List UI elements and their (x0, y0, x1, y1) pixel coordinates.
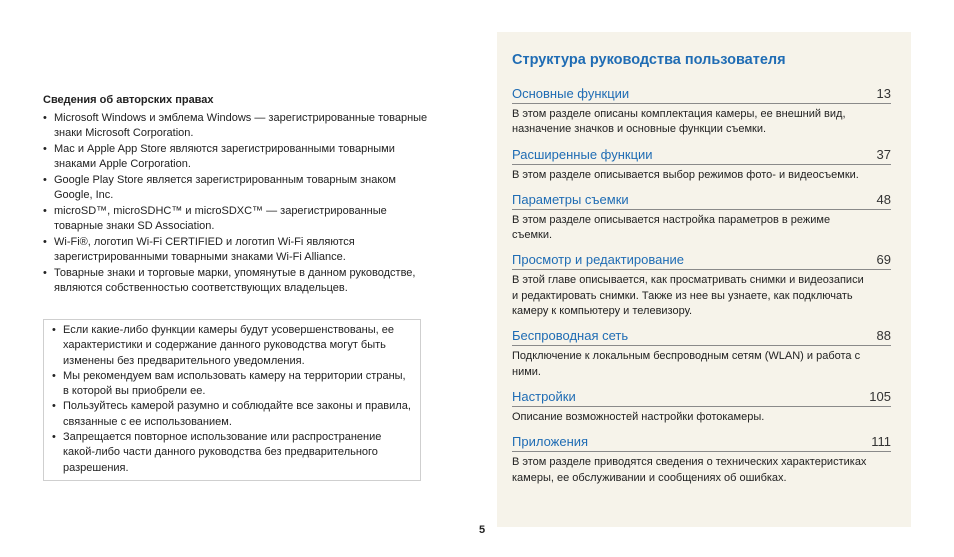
toc-entry-link[interactable]: Беспроводная сеть (512, 328, 629, 344)
toc-entry-advanced-functions[interactable] (512, 146, 891, 183)
toc-entry-playback-editing[interactable] (512, 251, 891, 319)
toc-entry-header[interactable] (512, 85, 891, 104)
toc-entry-header[interactable] (512, 327, 891, 346)
toc-title: Структура руководства пользователя (512, 52, 786, 68)
toc-entry-header[interactable] (512, 146, 891, 165)
toc-entry-description: В этой главе описывается, как просматривать снимки и видеозаписи и редактировать снимки. Также из нее вы узнаете, как подключать камеру к компьютеру и телевизору. (512, 274, 864, 318)
notes-list (52, 323, 414, 476)
toc-entry-link[interactable]: Параметры съемки (512, 191, 629, 207)
toc-entry-description: В этом разделе описывается выбор режимов фото- и видеосъемки. (512, 168, 859, 181)
copyright-heading: Сведения об авторских правах (43, 94, 214, 106)
toc-entry-header[interactable] (512, 433, 891, 452)
copyright-item: • Wi-Fi®, логотип Wi-Fi CERTIFIED и логотип Wi-Fi являются зарегистрированными товарными знаками Wi-Fi Alliance. (43, 235, 428, 266)
toc-entry-link[interactable]: Просмотр и редактирование (512, 252, 685, 268)
toc-entry-header[interactable] (512, 251, 891, 270)
toc-entry-page: 48 (876, 191, 891, 207)
toc-entry-page: 88 (876, 328, 891, 344)
toc-entry-page: 111 (871, 434, 891, 450)
table-of-contents (497, 32, 911, 527)
toc-entry-wireless-network[interactable] (512, 327, 891, 380)
toc-entry-appendix[interactable] (512, 433, 891, 486)
copyright-list (43, 111, 428, 297)
toc-entry-shooting-options[interactable] (512, 191, 891, 244)
copyright-item: • Microsoft Windows и эмблема Windows — зарегистрированные товарные знаки Microsoft Corporation. (43, 111, 428, 142)
note-item: • Запрещается повторное использование или распространение какой-либо части данного руководства без предварительного разрешения. (52, 430, 414, 476)
note-item: • Пользуйтесь камерой разумно и соблюдайте все законы и правила, связанные с ее использованием. (52, 399, 414, 430)
page-number: 5 (478, 524, 486, 536)
copyright-item: • microSD™, microSDHC™ и microSDXC™ — зарегистрированные товарные знаки SD Association. (43, 204, 428, 235)
copyright-item: • Mac и Apple App Store являются зарегистрированными товарными знаками Apple Corporation. (43, 142, 428, 173)
toc-entry-basic-functions[interactable] (512, 85, 891, 138)
toc-entry-page: 105 (869, 388, 891, 404)
copyright-section (43, 93, 428, 297)
copyright-item: • Google Play Store является зарегистрированным товарным знаком Google, Inc. (43, 173, 428, 204)
toc-entry-description: В этом разделе приводятся сведения о технических характеристиках камеры, ее обслуживании и сообщениях об ошибках. (512, 456, 867, 484)
toc-entry-link[interactable]: Расширенные функции (512, 146, 653, 162)
toc-entry-link[interactable]: Основные функции (512, 86, 630, 101)
toc-entry-link[interactable]: Настройки (512, 388, 576, 404)
toc-entry-settings[interactable] (512, 388, 891, 425)
notes-box (43, 319, 421, 481)
toc-entry-page: 69 (876, 252, 891, 268)
note-item: • Если какие-либо функции камеры будут усовершенствованы, ее характеристики и содержание данного руководства могут быть изменены без предварительного уведомления. (52, 323, 414, 369)
copyright-item: • Товарные знаки и торговые марки, упомянутые в данном руководстве, являются собственностью соответствующих владельцев. (43, 266, 428, 297)
toc-entry-description: Подключение к локальным беспроводным сетям (WLAN) и работа с ними. (512, 350, 861, 378)
toc-entry-header[interactable] (512, 388, 891, 407)
toc-entry-description: В этом разделе описаны комплектация камеры, ее внешний вид, назначение значков и основные функции съемки. (512, 108, 846, 136)
toc-entry-description: В этом разделе описывается настройка параметров в режиме съемки. (512, 213, 831, 242)
toc-entry-page: 13 (876, 86, 891, 101)
note-item: • Мы рекомендуем вам использовать камеру на территории страны, в которой вы приобрели ее. (52, 369, 414, 400)
toc-entry-description: Описание возможностей настройки фотокамеры. (512, 410, 765, 423)
toc-entry-link[interactable]: Приложения (512, 434, 589, 450)
toc-entry-page: 37 (876, 146, 891, 162)
toc-entry-header[interactable] (512, 191, 891, 210)
